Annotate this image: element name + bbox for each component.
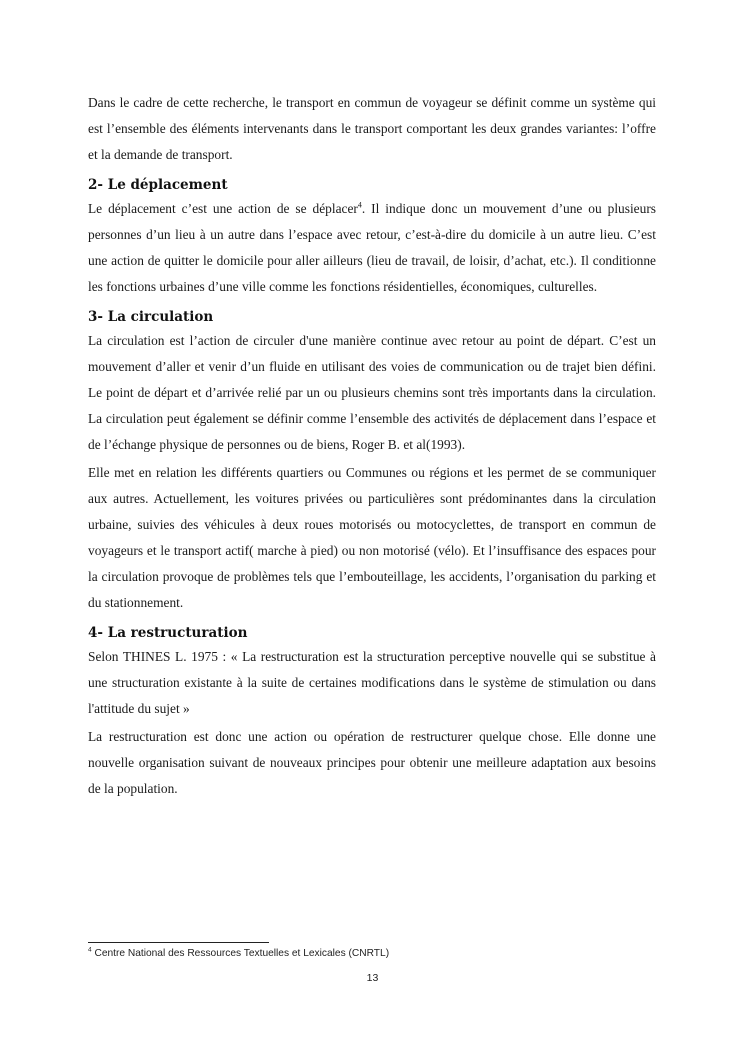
circulation-paragraph-2: Elle met en relation les différents quartiers ou Communes ou régions et les permet de se communiquer aux autres. Actuellement, les voitures privées ou particulières sont prédominantes dans la circulation urbaine, suivies des véhicules à deux roues motorisés ou motocyclettes, de transport en commun de voyageurs et le transport actif( marche à pied) ou non motorisé (vélo). Et l’insuffisance des espaces pour la circulation provoque de problèmes tels que l’embouteillage, les accidents, l’organisation du parking et du stationnement. <box>88 465 656 610</box>
intro-paragraph: Dans le cadre de cette recherche, le transport en commun de voyageur se définit comme un système qui est l’ensemble des éléments intervenants dans le transport comportant les deux grandes variantes: l’offre et la demande de transport. <box>88 95 656 162</box>
deplacement-text-end: . Il indique donc un mouvement d’une ou plusieurs personnes d’un lieu à un autre dans l’espace avec retour, c’est-à-dire du domicile à un autre lieu. C’est une action de quitter le domicile pour aller ailleurs (lieu de travail, de loisir, d’achat, etc.). Il conditionne les fonctions urbaines d’une ville comme les fonctions résidentielles, économiques, culturelles. <box>88 201 656 294</box>
deplacement-text-start: Le déplacement c’est une action de se déplacer <box>88 201 358 216</box>
footnote-separator <box>88 942 269 943</box>
footnote-reference[interactable]: 4 <box>357 200 362 210</box>
section-title-restructuration: 4- La restructuration <box>88 625 248 641</box>
page-number: 13 <box>366 972 379 984</box>
footnote <box>88 948 389 959</box>
section-title-deplacement: 2- Le déplacement <box>88 177 228 193</box>
section-title-circulation: 3- La circulation <box>88 309 214 325</box>
restructuration-paragraph-2: La restructuration est donc une action ou opération de restructurer quelque chose. Elle donne une nouvelle organisation suivant de nouveaux principes pour obtenir une meilleure adaptation aux besoins de la population. <box>88 729 656 796</box>
deplacement-paragraph <box>88 196 656 300</box>
circulation-paragraph-1: La circulation est l’action de circuler d'une manière continue avec retour au point de départ. C’est un mouvement d’aller et venir d’un fluide en utilisant des voies de communication ou de trajet bien défini. Le point de départ et d’arrivée relié par un ou plusieurs chemins sont très importants dans la circulation. La circulation peut également se définir comme l’ensemble des activités de déplacement dans l’espace et de l’échange physique de personnes ou de biens, Roger B. et al(1993). <box>88 333 656 452</box>
restructuration-paragraph-1: Selon THINES L. 1975 : « La restructuration est la structuration perceptive nouvelle qui se substitue à une structuration existante à la suite de certaines modifications dans le système de stimulation ou dans l'attitude du sujet » <box>88 649 656 716</box>
footnote-text: Centre National des Ressources Textuelles et Lexicales (CNRTL) <box>91 948 390 959</box>
page-body <box>88 90 656 808</box>
footnote-number: 4 <box>88 946 92 954</box>
